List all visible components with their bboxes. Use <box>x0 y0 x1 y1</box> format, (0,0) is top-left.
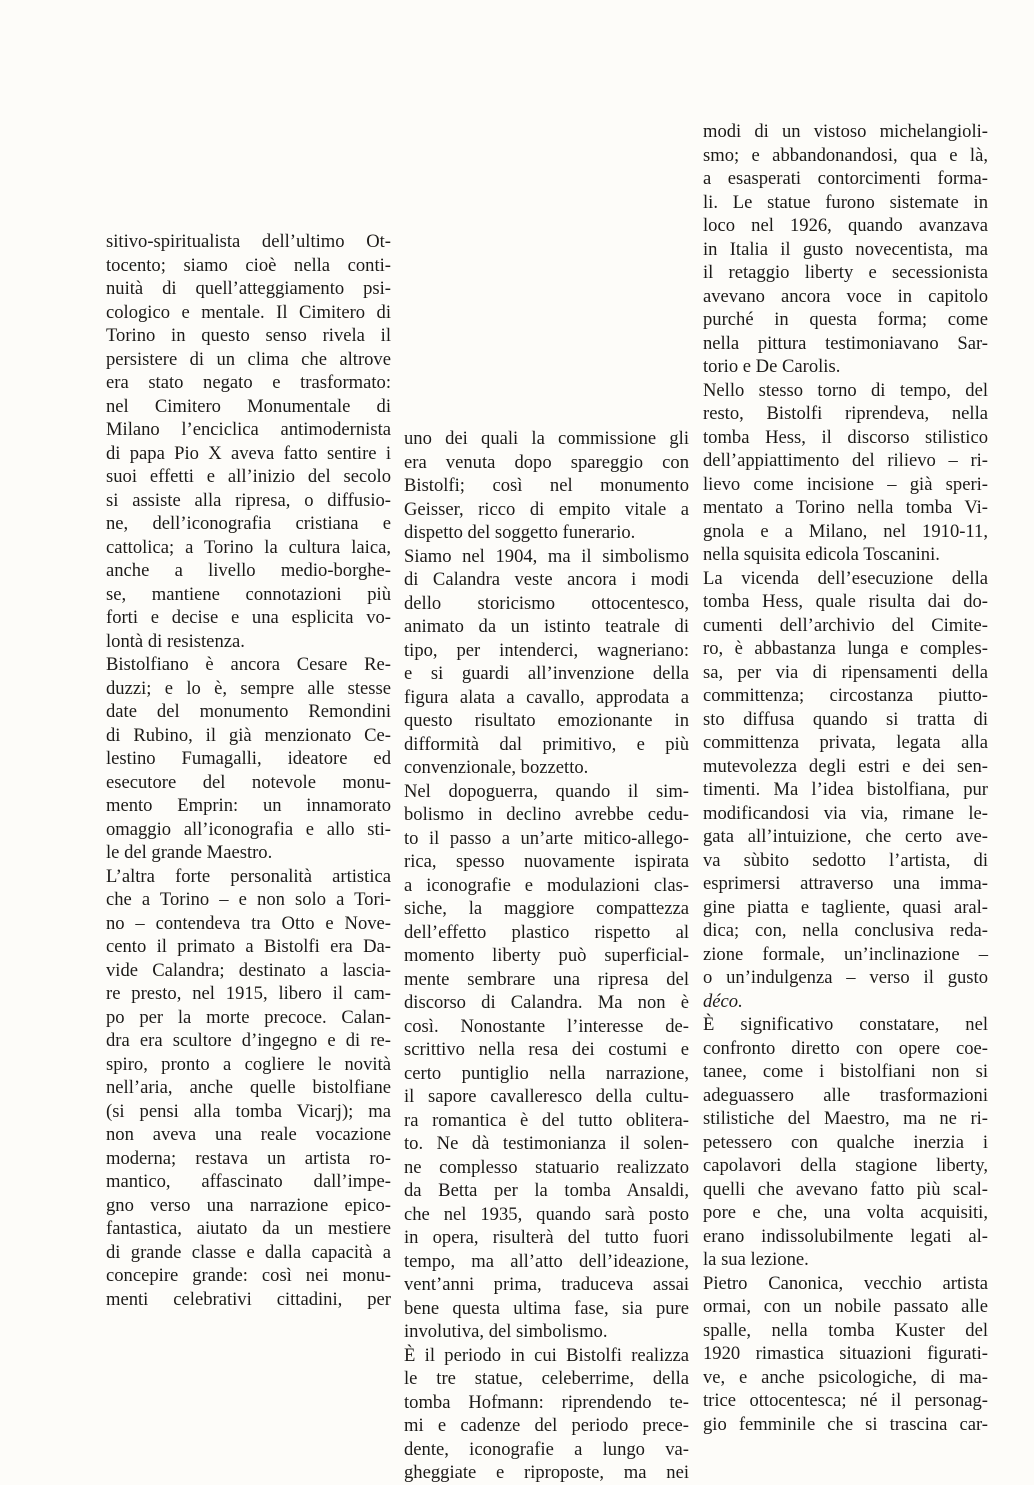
text-line: modi di un vistoso michelangioli- <box>703 121 988 142</box>
text-line: si assiste alla ripresa, o diffusio- <box>106 489 391 511</box>
text-line: che a Torino – e non solo a Tori- <box>106 889 391 910</box>
text-line: purché in questa forma; come <box>703 309 988 330</box>
text-line: ne complesso statuario realizzato <box>404 1156 689 1178</box>
text-line: esecutore del notevole monu- <box>106 771 391 793</box>
text-line: mantico, affascinato dall’impe- <box>106 1171 391 1192</box>
text-line: dica; con, nella conclusiva reda- <box>703 920 988 941</box>
text-line: bolismo in declino avrebbe cedu- <box>404 804 689 825</box>
text-line: figura alata a cavallo, approdata a <box>404 686 689 708</box>
text-line: anche a livello medio-borghe- <box>106 560 391 581</box>
text-line: date del monumento Remondini <box>106 701 391 722</box>
text-line: sto diffusa quando si tratta di <box>703 708 988 730</box>
text-line: dello storicismo ottocentesco, <box>404 592 689 614</box>
text-line: po per la morte precoce. Calan- <box>106 1006 391 1028</box>
text-line: gio femminile che si trascina car- <box>703 1413 988 1435</box>
text-line: modificandosi via via, rimane le- <box>703 802 988 824</box>
text-line: adeguassero alle trasformazioni <box>703 1084 988 1106</box>
text-line: È significativo constatare, nel <box>703 1014 988 1035</box>
text-line: di Calandra veste ancora i modi <box>404 569 689 590</box>
text-line: momento liberty può superficial- <box>404 945 689 966</box>
text-line: gno verso una narrazione epico- <box>106 1194 391 1216</box>
text-line: nell’aria, anche quelle bistolfiane <box>106 1077 391 1098</box>
text-line: o un’indulgenza – verso il gusto <box>703 967 988 988</box>
text-line: déco. <box>703 990 743 1012</box>
text-line: non aveva una reale vocazione <box>106 1124 391 1145</box>
text-line: se, mantiene connotazioni più <box>106 583 391 605</box>
text-line: involutiva, del simbolismo. <box>404 1321 608 1342</box>
text-line: cologico e mentale. Il Cimitero di <box>106 301 391 323</box>
text-line: ve, e anche psicologiche, di ma- <box>703 1366 988 1388</box>
text-column-1 <box>106 230 391 1311</box>
text-line: discorso di Calandra. Ma non è <box>404 992 689 1013</box>
text-line: Siamo nel 1904, ma il simbolismo <box>404 545 689 567</box>
text-line: confronto diretto con opere coe- <box>703 1037 988 1059</box>
text-line: lontà di resistenza. <box>106 630 245 652</box>
text-line: sa, per via di ripensamenti della <box>703 661 988 683</box>
text-line: to il passo a un’arte mitico-allego- <box>404 827 689 849</box>
text-line: nella pittura testimoniavano Sar- <box>703 332 988 354</box>
text-line: da Betta per la tomba Ansaldi, <box>404 1180 689 1201</box>
text-line: resto, Bistolfi riprendeva, nella <box>703 403 988 424</box>
text-line: siche, la maggiore compattezza <box>404 898 689 919</box>
text-line: Pietro Canonica, vecchio artista <box>703 1272 988 1294</box>
text-line: tanee, come i bistolfiani non si <box>703 1061 988 1082</box>
text-line: gheggiate e riproposte, ma nei <box>404 1462 689 1483</box>
text-line: fantastica, aiutato da un mestiere <box>106 1218 391 1239</box>
text-line: Torino in questo senso rivela il <box>106 325 391 346</box>
text-line: in Italia il gusto novecentista, ma <box>703 238 988 260</box>
text-line: questo risultato emozionante in <box>404 710 689 731</box>
text-line: avevano ancora voce in capitolo <box>703 285 988 307</box>
text-line: tomba Hess, il discorso stilistico <box>703 426 988 448</box>
text-line: gnola e a Milano, nel 1910-11, <box>703 520 988 542</box>
text-line: le del grande Maestro. <box>106 842 273 863</box>
text-line: a iconografie e modulazioni clas- <box>404 874 689 896</box>
text-line: L’altra forte personalità artistica <box>106 865 391 887</box>
text-line: persistere di un clima che altrove <box>106 348 391 370</box>
text-line: lievo come incisione – già speri- <box>703 473 988 495</box>
text-line: to. Ne dà testimonianza il solen- <box>404 1133 689 1154</box>
text-line: tipo, per intenderci, wagneriano: <box>404 639 689 661</box>
text-line: stilistiche del Maestro, ma ne ri- <box>703 1108 988 1129</box>
text-line: mentato a Torino nella tomba Vi- <box>703 497 988 518</box>
text-line: dispetto del soggetto funerario. <box>404 522 636 543</box>
text-line: suoi effetti e all’inizio del secolo <box>106 466 391 487</box>
text-line: gine piatta e tagliente, quasi aral- <box>703 896 988 918</box>
text-line: (si pensi alla tomba Vicarj); ma <box>106 1100 391 1122</box>
text-line: capolavori della stagione liberty, <box>703 1155 988 1176</box>
text-line: timenti. Ma l’idea bistolfiana, pur <box>703 779 988 800</box>
text-line: quelli che avevano fatto più scal- <box>703 1178 988 1200</box>
text-line: gata all’intuizione, che certo ave- <box>703 826 988 847</box>
text-line: in opera, risulterà del tutto fuori <box>404 1227 689 1248</box>
text-column-3 <box>703 120 988 1436</box>
text-line: certo puntiglio nella narrazione, <box>404 1062 689 1084</box>
text-line: era venuta dopo spareggio con <box>404 451 689 473</box>
text-line: le tre statue, celeberrime, della <box>404 1368 689 1389</box>
text-line: a esasperati contorcimenti forma- <box>703 168 988 189</box>
text-line: nuità di quell’atteggiamento psi- <box>106 278 391 299</box>
text-line: Bistolfiano è ancora Cesare Re- <box>106 654 391 675</box>
text-line: Geisser, ricco di empito vitale a <box>404 498 689 520</box>
text-line: spalle, nella tomba Kuster del <box>703 1319 988 1341</box>
text-line: Nel dopoguerra, quando il sim- <box>404 780 689 802</box>
text-line: trice ottocentesca; né il personag- <box>703 1390 988 1411</box>
text-line: spiro, pronto a cogliere le novità <box>106 1053 391 1075</box>
text-line: rica, spesso nuovamente ispirata <box>404 851 689 872</box>
text-line: ormai, con un nobile passato alle <box>703 1296 988 1317</box>
text-line: loco nel 1926, quando avanzava <box>703 215 988 236</box>
text-line: sitivo-spiritualista dell’ultimo Ot- <box>106 231 391 252</box>
text-line: torio e De Carolis. <box>703 356 841 377</box>
text-line: pore e che, una volta acquisiti, <box>703 1202 988 1223</box>
text-line: smo; e abbandonandosi, qua e là, <box>703 144 988 166</box>
text-line: ne, dell’iconografia cristiana e <box>106 513 391 534</box>
text-line: È il periodo in cui Bistolfi realizza <box>404 1344 689 1366</box>
text-line: il retaggio liberty e secessionista <box>703 262 988 283</box>
text-line: esprimersi attraverso una imma- <box>703 873 988 894</box>
text-line: duzzi; e lo è, sempre alle stesse <box>106 677 391 699</box>
text-line: di papa Pio X aveva fatto sentire i <box>106 442 391 464</box>
text-line: 1920 rimastica situazioni figurati- <box>703 1343 988 1364</box>
text-line: moderna; restava un artista ro- <box>106 1147 391 1169</box>
text-line: mente sembrare una ripresa del <box>404 968 689 990</box>
text-line: così. Nonostante l’interesse de- <box>404 1015 689 1037</box>
text-line: re presto, nel 1915, libero il cam- <box>106 983 391 1004</box>
text-line: committenza; circostanza piutto- <box>703 685 988 706</box>
text-line: ra romantica è del tutto oblitera- <box>404 1109 689 1131</box>
text-line: la sua lezione. <box>703 1249 809 1270</box>
text-line: mi e cadenze del periodo prece- <box>404 1415 689 1436</box>
text-line: convenzionale, bozzetto. <box>404 757 589 778</box>
text-line: committenza privata, legata alla <box>703 732 988 753</box>
text-line: nella squisita edicola Toscanini. <box>703 544 940 565</box>
text-line: va sùbito sedotto l’artista, di <box>703 849 988 871</box>
text-line: dra era scultore d’ingegno e di re- <box>106 1030 391 1051</box>
text-line: La vicenda dell’esecuzione della <box>703 567 988 589</box>
text-line: li. Le statue furono sistemate in <box>703 191 988 213</box>
text-line: cattolica; a Torino la cultura laica, <box>106 536 391 558</box>
text-line: dell’effetto plastico rispetto al <box>404 921 689 943</box>
text-line: cento il primato a Bistolfi era Da- <box>106 936 391 957</box>
text-line: ro, è abbastanza lunga e comples- <box>703 638 988 659</box>
text-line: di grande classe e dalla capacità a <box>106 1241 391 1263</box>
text-line: che nel 1935, quando sarà posto <box>404 1203 689 1225</box>
text-line: petessero con qualche inerzia i <box>703 1131 988 1153</box>
text-line: tomba Hofmann: riprendendo te- <box>404 1391 689 1413</box>
text-line: tocento; siamo cioè nella conti- <box>106 254 391 276</box>
text-line: vent’anni prima, traduceva assai <box>404 1274 689 1295</box>
text-line: era stato negato e trasformato: <box>106 372 391 393</box>
text-line: Bistolfi; così nel monumento <box>404 475 689 496</box>
text-line: omaggio all’iconografia e allo sti- <box>106 818 391 840</box>
text-line: uno dei quali la commissione gli <box>404 428 689 449</box>
text-line: nel Cimitero Monumentale di <box>106 395 391 417</box>
text-line: dell’appiattimento del rilievo – ri- <box>703 450 988 471</box>
text-line: zione formale, un’inclinazione – <box>703 943 988 965</box>
text-line: vide Calandra; destinato a lascia- <box>106 959 391 981</box>
text-line: erano indissolubilmente legati al- <box>703 1225 988 1247</box>
text-line: no – contendeva tra Otto e Nove- <box>106 912 391 934</box>
text-column-2 <box>404 427 689 1485</box>
text-line: e si guardi all’invenzione della <box>404 663 689 684</box>
text-line: mento Emprin: un innamorato <box>106 795 391 816</box>
text-line: concepire grande: così nei monu- <box>106 1265 391 1286</box>
text-line: il sapore cavalleresco della cultu- <box>404 1086 689 1107</box>
text-line: tomba Hess, quale risulta dai do- <box>703 591 988 612</box>
text-line: bene questa ultima fase, sia pure <box>404 1297 689 1319</box>
text-line: mutevolezza degli estri e dei sen- <box>703 755 988 777</box>
text-line: Nello stesso torno di tempo, del <box>703 379 988 401</box>
text-line: forti e decise e una esplicita vo- <box>106 607 391 628</box>
text-line: tempo, ma all’atto dell’ideazione, <box>404 1250 689 1272</box>
text-line: menti celebrativi cittadini, per <box>106 1288 391 1310</box>
text-line: difformità dal primitivo, e più <box>404 733 689 755</box>
text-line: cumenti dell’archivio del Cimite- <box>703 614 988 636</box>
text-line: lestino Fumagalli, ideatore ed <box>106 748 391 769</box>
text-line: dente, iconografie a lungo va- <box>404 1438 689 1460</box>
text-line: scrittivo nella resa dei costumi e <box>404 1039 689 1060</box>
text-line: di Rubino, il già menzionato Ce- <box>106 724 391 746</box>
text-line: Milano l’enciclica antimodernista <box>106 419 391 440</box>
text-line: animato da un istinto teatrale di <box>404 616 689 637</box>
